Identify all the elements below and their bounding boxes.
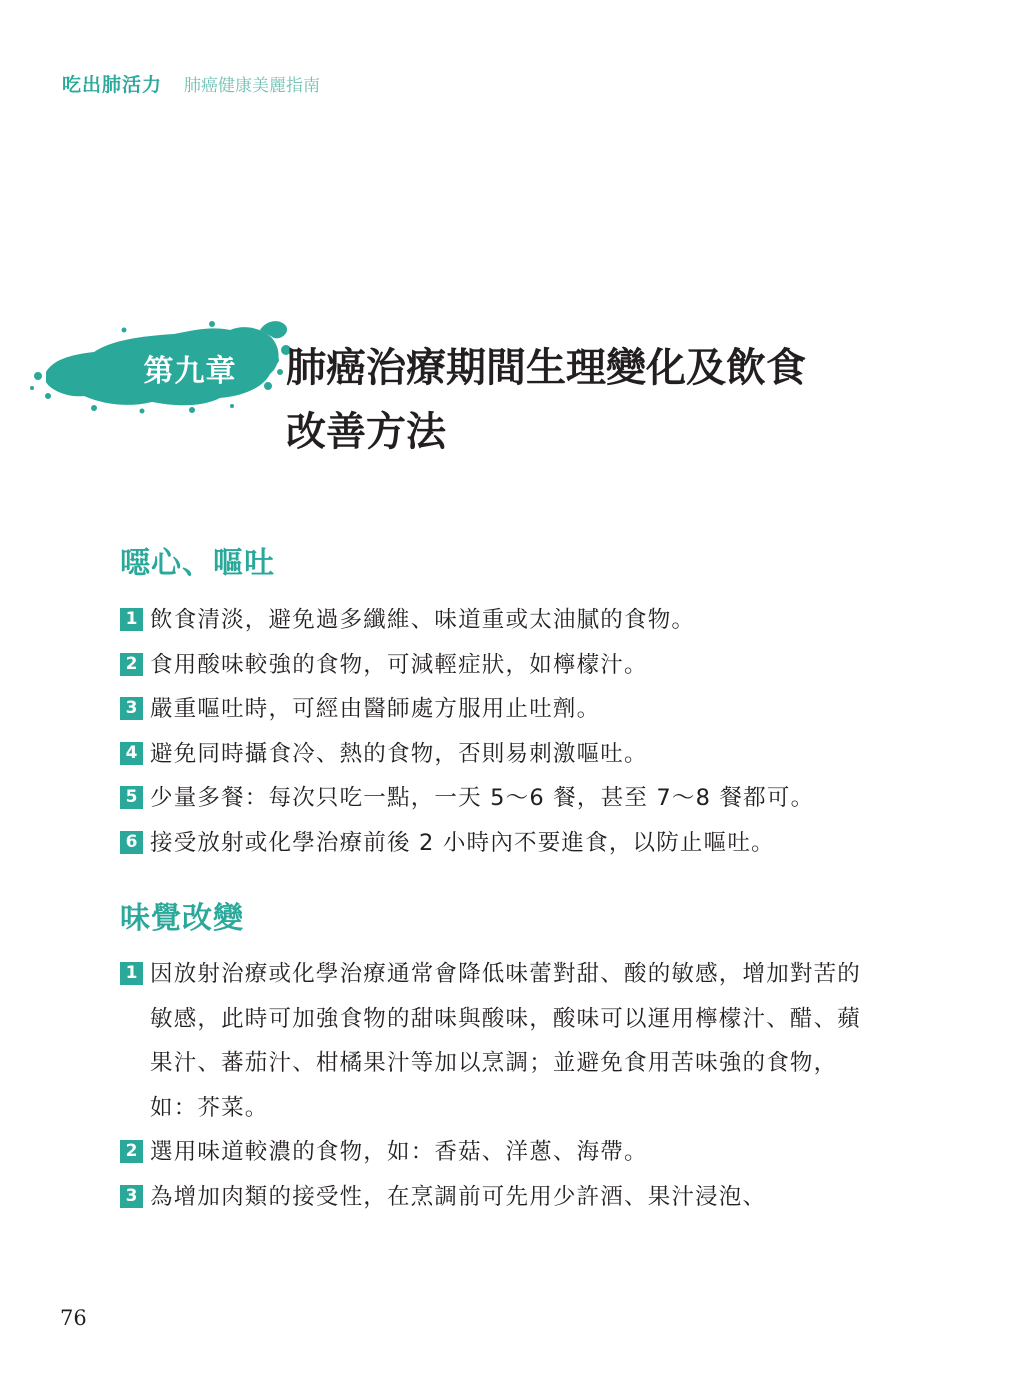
item-number-badge: 3 <box>120 697 143 720</box>
item-text: 接受放射或化學治療前後 2 小時內不要進食，以防止嘔吐。 <box>150 829 775 856</box>
list-item <box>120 687 870 732</box>
page-number: 76 <box>60 1306 87 1330</box>
list-item <box>120 776 870 821</box>
chapter-title-line-1: 肺癌治療期間生理變化及飲食 <box>286 345 806 391</box>
item-number-badge: 2 <box>120 1140 143 1163</box>
chapter-title <box>286 336 906 464</box>
list-item <box>120 643 870 688</box>
item-number-badge: 1 <box>120 962 143 985</box>
item-text: 選用味道較濃的食物，如：香菇、洋蔥、海帶。 <box>150 1139 648 1165</box>
list-item <box>120 1175 870 1220</box>
item-text: 嚴重嘔吐時，可經由醫師處方服用止吐劑。 <box>150 696 601 722</box>
chapter-title-line-2: 改善方法 <box>286 409 446 455</box>
chapter-badge <box>24 316 294 416</box>
list-item <box>120 821 870 866</box>
item-number-badge: 3 <box>120 1185 143 1208</box>
list-item <box>120 1130 870 1175</box>
list-item <box>120 952 870 1130</box>
section-heading-taste-change: 味覺改變 <box>120 901 244 936</box>
item-text: 為增加肉類的接受性，在烹調前可先用少許酒、果汁浸泡、 <box>150 1183 767 1210</box>
book-subtitle: 肺癌健康美麗指南 <box>184 76 321 96</box>
list-item <box>120 598 870 643</box>
item-number-badge: 4 <box>120 742 143 765</box>
nausea-tips-list <box>120 598 870 865</box>
item-text: 飲食清淡，避免過多纖維、味道重或太油膩的食物。 <box>150 607 696 633</box>
section-heading-nausea: 噁心、嘔吐 <box>120 546 275 581</box>
item-number-badge: 6 <box>120 831 143 854</box>
list-item <box>120 732 870 777</box>
item-number-badge: 5 <box>120 786 143 809</box>
running-header <box>62 70 320 98</box>
item-number-badge: 2 <box>120 653 143 676</box>
chapter-number-label: 第九章 <box>143 354 237 389</box>
item-text: 食用酸味較強的食物，可減輕症狀，如檸檬汁。 <box>150 651 648 678</box>
item-text: 少量多餐：每次只吃一點，一天 5～6 餐，甚至 7～8 餐都可。 <box>150 785 815 811</box>
item-text: 避免同時攝食冷、熱的食物，否則易刺激嘔吐。 <box>150 740 648 767</box>
item-text: 因放射治療或化學治療通常會降低味蕾對甜、酸的敏感，增加對苦的敏感，此時可加強食物的甜味與酸味，酸味可以運用檸檬汁、醋、蘋果汁、蕃茄汁、柑橘果汁等加以烹調；並避免食用苦味強的食物，如：芥菜。 <box>150 961 862 1121</box>
book-title: 吃出肺活力 <box>62 74 163 96</box>
item-number-badge: 1 <box>120 608 143 631</box>
taste-tips-list <box>120 952 870 1219</box>
